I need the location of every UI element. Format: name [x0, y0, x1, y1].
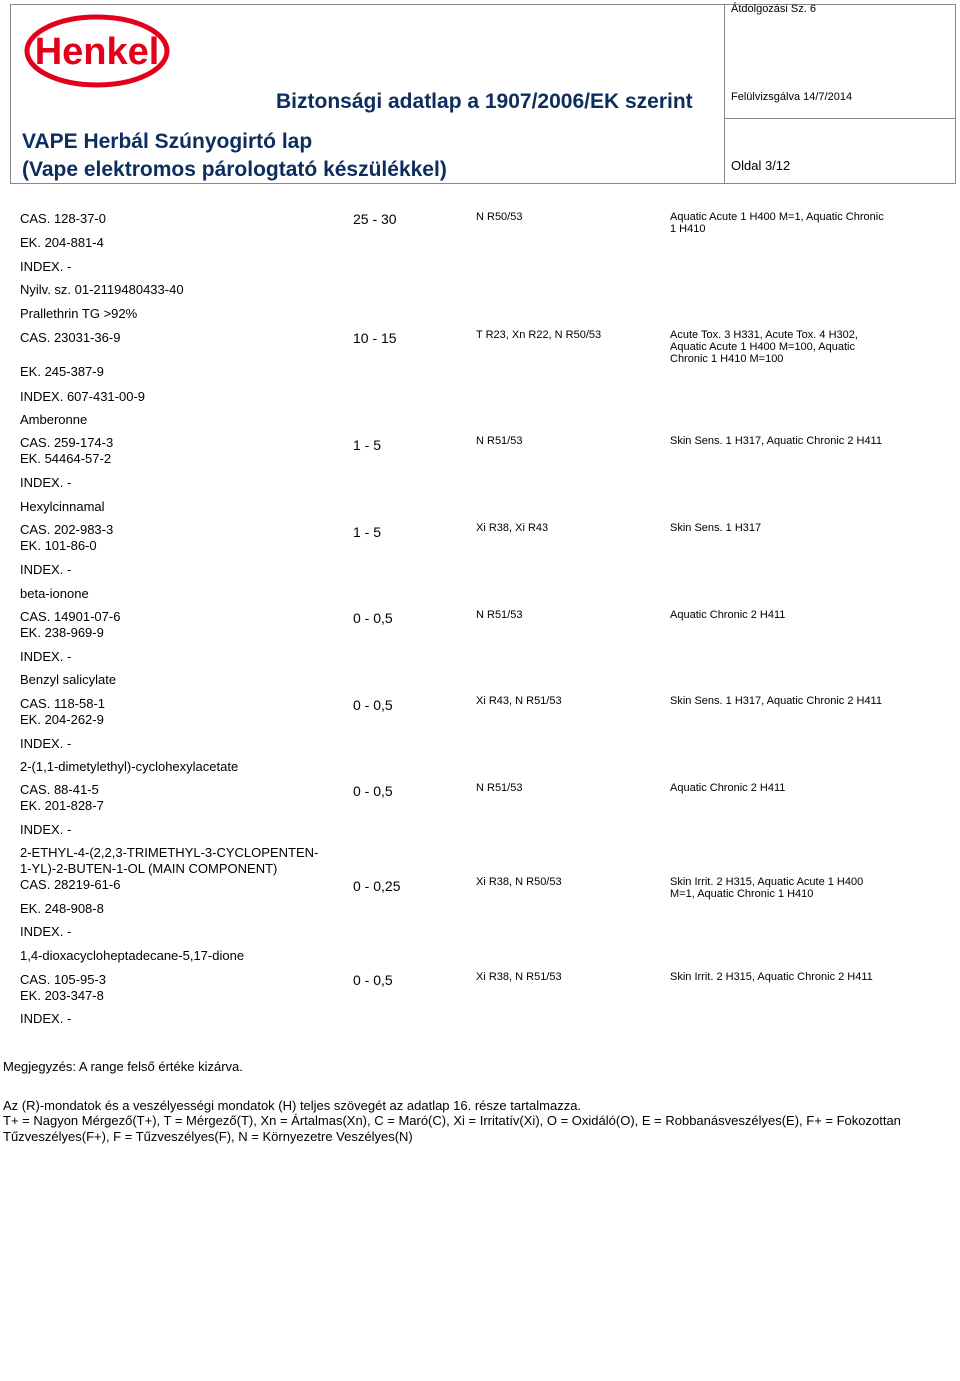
- risk-phrases: Xi R43, N R51/53: [476, 695, 562, 707]
- header-divider: [724, 4, 725, 184]
- clp-classification: Skin Irrit. 2 H315, Aquatic Acute 1 H400 M=1, Aquatic Chronic 1 H410: [670, 876, 864, 900]
- cas-number: CAS. 28219-61-6: [20, 877, 121, 892]
- index-number: INDEX. 607-431-00-9: [20, 389, 146, 404]
- clp-classification: Skin Sens. 1 H317, Aquatic Chronic 2 H411: [670, 435, 882, 447]
- review-date: Felülvizsgálva 14/7/2014: [731, 91, 853, 103]
- range-note: Megjegyzés: A range felső értéke kizárva.: [3, 1059, 243, 1074]
- index-number: INDEX. -: [20, 924, 72, 939]
- index-number: INDEX. -: [20, 259, 72, 274]
- concentration: 25 - 30: [353, 211, 397, 227]
- substance-name: 2-(1,1-dimetylethyl)-cyclohexylacetate: [20, 759, 239, 774]
- ek-number: EK. 54464-57-2: [20, 451, 112, 466]
- concentration: 0 - 0,5: [353, 783, 393, 799]
- clp-classification: Aquatic Chronic 2 H411: [670, 609, 786, 621]
- index-number: INDEX. -: [20, 649, 72, 664]
- substance-name: Hexylcinnamal: [20, 499, 105, 514]
- index-number: INDEX. -: [20, 736, 72, 751]
- page-number: Oldal 3/12: [731, 158, 791, 173]
- ek-number: EK. 238-969-9: [20, 625, 104, 640]
- cas-number: CAS. 259-174-3: [20, 435, 114, 450]
- ek-number: EK. 245-387-9: [20, 364, 104, 379]
- product-subtitle: (Vape elektromos párologtató készülékkel): [22, 158, 447, 181]
- clp-classification: Skin Sens. 1 H317, Aquatic Chronic 2 H411: [670, 695, 882, 707]
- concentration: 10 - 15: [353, 330, 397, 346]
- clp-classification: Acute Tox. 3 H331, Acute Tox. 4 H302, Aquatic Acute 1 H400 M=100, Aquatic Chronic 1 H410 M=100: [670, 329, 858, 365]
- concentration: 0 - 0,5: [353, 972, 393, 988]
- risk-phrases: T R23, Xn R22, N R50/53: [476, 329, 602, 341]
- substance-name-line2: 1-YL)-2-BUTEN-1-OL (MAIN COMPONENT): [20, 861, 278, 876]
- concentration: 0 - 0,5: [353, 697, 393, 713]
- document-title: Biztonsági adatlap a 1907/2006/EK szerint: [276, 90, 693, 113]
- cas-number: CAS. 23031-36-9: [20, 330, 121, 345]
- substance-name: Prallethrin TG >92%: [20, 306, 138, 321]
- risk-phrases: Xi R38, N R50/53: [476, 876, 562, 888]
- cas-number: CAS. 202-983-3: [20, 522, 114, 537]
- index-number: INDEX. -: [20, 475, 72, 490]
- ek-number: EK. 203-347-8: [20, 988, 104, 1003]
- ek-number: EK. 201-828-7: [20, 798, 104, 813]
- index-number: INDEX. -: [20, 562, 72, 577]
- clp-classification: Aquatic Acute 1 H400 M=1, Aquatic Chronic 1 H410: [670, 211, 884, 235]
- cas-number: CAS. 14901-07-6: [20, 609, 121, 624]
- risk-phrases: N R50/53: [476, 211, 523, 223]
- concentration: 1 - 5: [353, 437, 382, 453]
- revision-number: Átdolgozási Sz. 6: [731, 3, 816, 15]
- symbols-legend-line1: T+ = Nagyon Mérgező(T+), T = Mérgező(T), Xn = Ártalmas(Xn), C = Maró(C), Xi = Irritatív(Xi), O = Oxidáló(O), E = Robbanásveszélyes(E), F+ = Fokozottan: [3, 1113, 901, 1128]
- ek-number: EK. 101-86-0: [20, 538, 97, 553]
- cas-number: CAS. 128-37-0: [20, 211, 106, 226]
- clp-classification: Skin Sens. 1 H317: [670, 522, 762, 534]
- cas-number: CAS. 118-58-1: [20, 696, 106, 711]
- cas-number: CAS. 88-41-5: [20, 782, 99, 797]
- henkel-logo: [24, 14, 170, 88]
- substance-name: Benzyl salicylate: [20, 672, 117, 687]
- symbols-legend-line2: Tűzveszélyes(F+), F = Tűzveszélyes(F), N = Környezetre Veszélyes(N): [3, 1129, 413, 1144]
- substance-name-line1: 2-ETHYL-4-(2,2,3-TRIMETHYL-3-CYCLOPENTEN-: [20, 845, 319, 860]
- registration-number: Nyilv. sz. 01-2119480433-40: [20, 282, 184, 297]
- risk-phrases: N R51/53: [476, 435, 523, 447]
- ek-number: EK. 204-881-4: [20, 235, 104, 250]
- substance-name: 1,4-dioxacycloheptadecane-5,17-dione: [20, 948, 245, 963]
- risk-phrases: N R51/53: [476, 609, 523, 621]
- cas-number: CAS. 105-95-3: [20, 972, 106, 987]
- svg-text:Henkel: Henkel: [34, 31, 160, 73]
- header-divider-h: [724, 118, 956, 119]
- risk-phrases: Xi R38, Xi R43: [476, 522, 549, 534]
- ek-number: EK. 248-908-8: [20, 901, 104, 916]
- clp-classification: Skin Irrit. 2 H315, Aquatic Chronic 2 H411: [670, 971, 873, 983]
- concentration: 1 - 5: [353, 524, 382, 540]
- risk-phrases: N R51/53: [476, 782, 523, 794]
- concentration: 0 - 0,5: [353, 610, 393, 626]
- substance-name: beta-ionone: [20, 586, 89, 601]
- index-number: INDEX. -: [20, 822, 72, 837]
- product-name: VAPE Herbál Szúnyogirtó lap: [22, 130, 313, 153]
- ek-number: EK. 204-262-9: [20, 712, 104, 727]
- clp-classification: Aquatic Chronic 2 H411: [670, 782, 786, 794]
- concentration: 0 - 0,25: [353, 878, 401, 894]
- full-text-note: Az (R)-mondatok és a veszélyességi mondatok (H) teljes szövegét az adatlap 16. része tartalmazza.: [3, 1098, 582, 1113]
- risk-phrases: Xi R38, N R51/53: [476, 971, 562, 983]
- substance-name: Amberonne: [20, 412, 88, 427]
- index-number: INDEX. -: [20, 1011, 72, 1026]
